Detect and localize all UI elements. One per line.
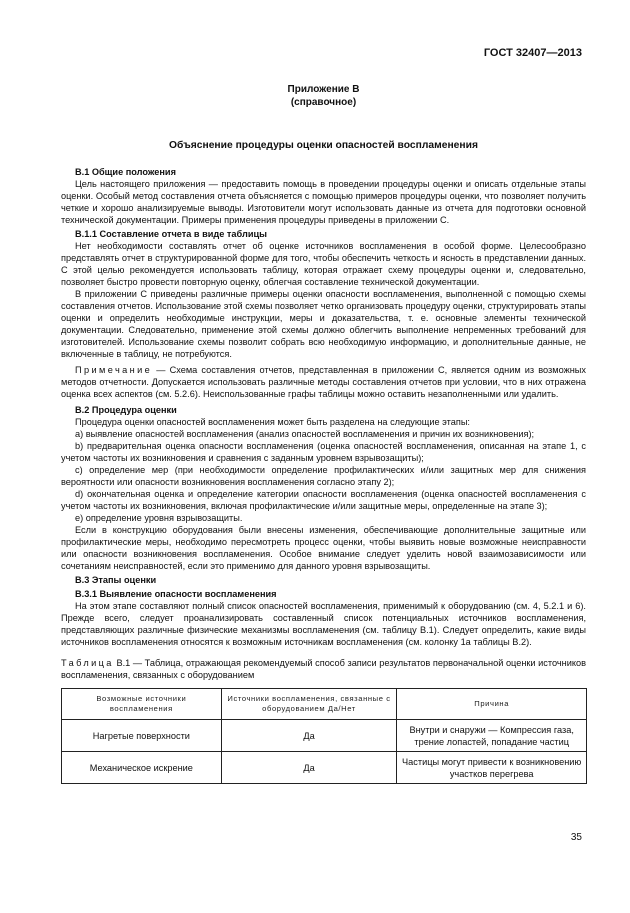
- paragraph-b3-1: На этом этапе составляют полный список опасностей воспламенения, применимый к оборудованию (см. 4, 5.2.1 и 6). Прежде всего, следует проанализировать составленный список потенциальных источников воспламенения, представляющих различные физические механизмы воспламенения (см. таблицу В.1). Следует определить, какие виды источников воспламенения относятся к возможным источникам воспламенения (см. колонку 1а таблицы В.2).: [61, 601, 586, 647]
- heading-b2: В.2 Процедура оценки: [75, 405, 177, 415]
- table-cell: Нагретые поверхности: [62, 720, 222, 752]
- table-cell: Частицы могут привести к возникновению участков перегрева: [397, 752, 587, 784]
- heading-b3: В.3 Этапы оценки: [75, 575, 157, 585]
- table-cell: Да: [221, 752, 397, 784]
- list-item-a: a) выявление опасностей воспламенения (анализ опасностей воспламенения и причин их возникновения);: [75, 429, 535, 439]
- paragraph-b1-1-2: В приложении С приведены различные примеры оценки опасности воспламенения, выполненной с помощью схемы составления отчетов. Использование этой схемы позволяет четко организовать процедуру оценки, структурировать этапы оценки и определить необходимые инструкции, меры и доказательства, т. е. основные элементы технической документации. Следовательно, применение этой схемы должно облегчить выполнение непременных требований для изготовителей. Использование схемы позволит собрать всю необходимую информацию, и дополнительные данные, не включенные в таблицу, не потребуются.: [61, 289, 586, 359]
- table-caption: [61, 657, 586, 681]
- page-content: [61, 84, 586, 784]
- list-item-b: b) предварительная оценка опасности воспламенения (оценка опасностей воспламенения, описанная на этапе 1, с учетом частоты их возникновения и сравнения с заданным уровнем взрывозащиты);: [61, 441, 586, 463]
- paragraph-b2-2: Если в конструкцию оборудования были внесены изменения, обеспечивающие дополнительные защитные или профилактические меры, необходимо пересмотреть процесс оценки, чтобы выявить новые возможные неисправности или опасности возникновения воспламенения. Особое внимание следует уделить новой взаимозависимости или сочетаниям неисправностей, если это применимо для данного уровня взрывозащиты.: [61, 525, 586, 571]
- table-row: [62, 720, 587, 752]
- list-item-d: d) окончательная оценка и определение категории опасности воспламенения (оценка опасностей воспламенения с учетом частоты их возникновения, включая профилактические и/или защитные меры, определенные на этапе 3);: [61, 489, 586, 511]
- paragraph-b2-intro: Процедура оценки опасностей воспламенения может быть разделена на следующие этапы:: [75, 417, 470, 427]
- list-item-e: e) определение уровня взрывозащиты.: [75, 513, 243, 523]
- heading-b3-1: В.3.1 Выявление опасности воспламенения: [75, 589, 277, 599]
- ignition-sources-table: [61, 688, 587, 784]
- appendix-title: Приложение В: [287, 84, 360, 95]
- table-cell: Механическое искрение: [62, 752, 222, 784]
- table-header-row: [62, 689, 587, 720]
- table-header-cell: Источники воспламенения, связанные с оборудованием Да/Нет: [221, 689, 397, 720]
- note-label: Примечание: [75, 365, 153, 375]
- table-caption-text: В.1 — Таблица, отражающая рекомендуемый способ записи результатов первоначальной оценки источников воспламенения, связанных с оборудованием: [61, 658, 586, 680]
- heading-b1: В.1 Общие положения: [75, 167, 176, 177]
- table-cell: Да: [221, 720, 397, 752]
- table-cell: Внутри и снаружи — Компрессия газа, трение лопастей, попадание частиц: [397, 720, 587, 752]
- note: [61, 364, 586, 400]
- table-header-cell: Причина: [397, 689, 587, 720]
- paragraph-b1: Цель настоящего приложения — предоставить помощь в проведении процедуры оценки и описать отдельные этапы оценки. Особый метод составления отчета объясняется с помощью примеров процедуры оценки, что позволяет получить четкие и хорошо анализируемые выводы. Изготовители могут использовать данные из отчета для подготовки основной технической документации. Примеры применения процедуры приведены в приложении С.: [61, 179, 586, 225]
- heading-b1-1: В.1.1 Составление отчета в виде таблицы: [75, 229, 267, 239]
- list-item-c: c) определение мер (при необходимости определение профилактических и/или защитных мер для снижения вероятности или опасности возникновения воспламенения согласно этапу 2);: [61, 465, 586, 487]
- table-header-cell: Возможные источники воспламенения: [62, 689, 222, 720]
- paragraph-b1-1-1: Нет необходимости составлять отчет об оценке источников воспламенения в особой форме. Целесообразно представлять отчет в структурированной форме для того, чтобы обеспечить четкость и ясность в представлении данных. С этой целью рекомендуется использовать таблицу, которая отражает схему процедуры оценки и, следовательно, позволяет быстро провести повторную оценку, облегчая составление технической документации.: [61, 241, 586, 287]
- section-title: Объяснение процедуры оценки опасностей воспламенения: [169, 140, 478, 151]
- table-caption-label: Таблица: [61, 658, 114, 668]
- page-number: 35: [570, 832, 582, 843]
- note-text: — Схема составления отчетов, представленная в приложении С, является одним из возможных методов отчетности. Допускается использовать различные методы составления отчетов при условии, что в них отражена оценка всех аспектов (см. 5.2.6). Неиспользованные графы таблицы можно оставить незаполненными или удалить.: [61, 365, 586, 399]
- table-row: [62, 752, 587, 784]
- document-code: ГОСТ 32407—2013: [483, 47, 582, 59]
- appendix-subtitle: (справочное): [290, 96, 357, 108]
